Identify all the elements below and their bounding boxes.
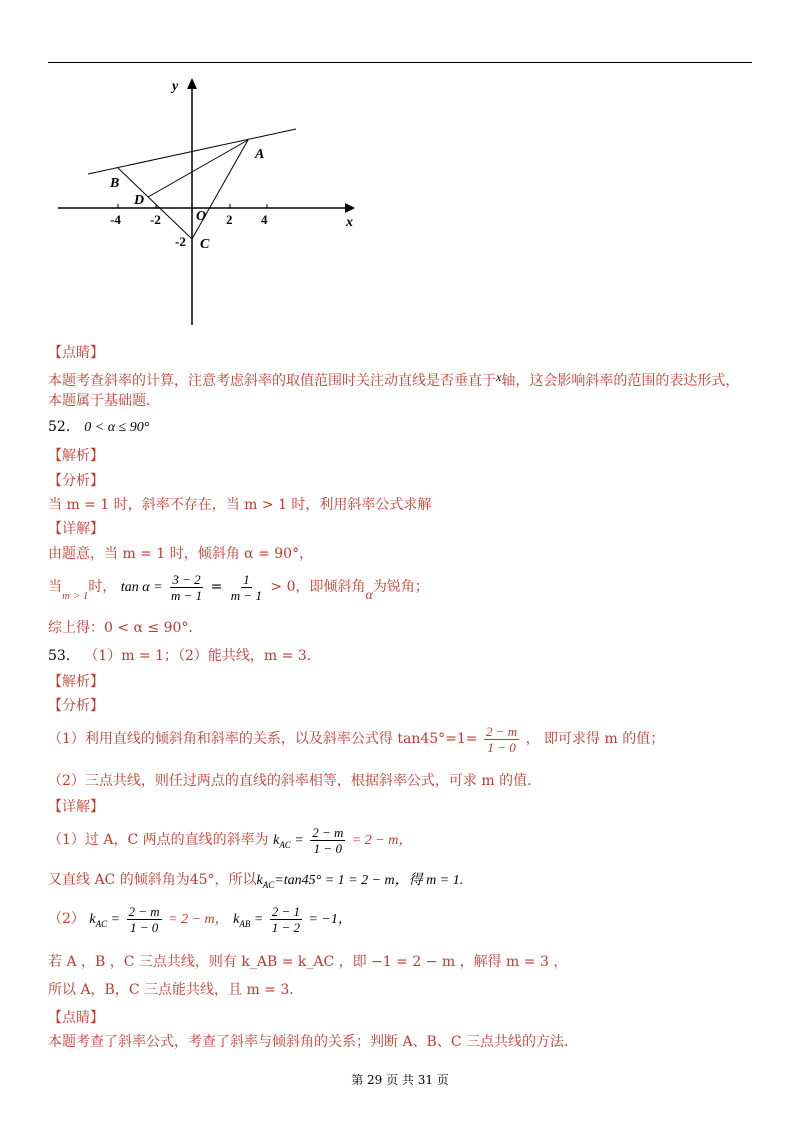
coordinate-figure xyxy=(50,72,370,332)
q53-tag-fenxi: 【分析】 xyxy=(48,698,104,714)
tick-label-4: 4 xyxy=(261,212,268,227)
fraction: $\frac{2 - m}{1 - 0}$ xyxy=(485,723,518,755)
tick-label-2: 2 xyxy=(226,212,233,227)
q52-answer-expr: 0 < α ≤ 90° xyxy=(84,420,150,435)
point-b-label: B xyxy=(110,176,120,191)
comment-51-line1: 本题考查斜率的计算，注意考虑斜率的取值范围时关注动直线是否垂直于x轴，这会影响斜率的范围的表达形式， xyxy=(48,370,740,389)
q52-detail-line2: 当$_{m > 1}$时， tan α = $\frac{3 - 2}{m - 1}$ = $\frac{1}{m - 1}$ > 0，即倾斜角α为锐角； xyxy=(48,571,429,603)
q53-comment: 本题考查了斜率公式，考查了斜率与倾斜角的关系；判断 A、B、C 三点共线的方法. xyxy=(48,1034,569,1050)
q53-detail-line4: 若 A ，B ，C 三点共线，则有 k_AB = k_AC ，即 −1 = 2 − m ，解得 m = 3 ， xyxy=(48,954,568,970)
fraction: $\frac{2 - m}{1 - 0}$ xyxy=(128,903,160,935)
tick-label-minus-2-x: -2 xyxy=(150,212,161,227)
fraction: $\frac{3 - 2}{m - 1}$ xyxy=(170,571,203,603)
q52-tag-xiangjie: 【详解】 xyxy=(48,521,104,537)
q53-tag-jiexi: 【解析】 xyxy=(48,674,104,690)
tag-comment-51: 【点睛】 xyxy=(48,345,104,361)
q53-answer-text: （1）m = 1；（2）能共线，m = 3． xyxy=(84,648,321,664)
q52-answer xyxy=(48,417,149,438)
q53-detail-line3: （2） $k_{AC}$ = $\frac{2 - m}{1 - 0}$ = 2 − m， $k_{AB}$ = $\frac{2 - 1}{1 - 2}$ = −1， xyxy=(48,903,352,935)
q52-tag-fenxi: 【分析】 xyxy=(48,473,104,489)
point-a-label: A xyxy=(255,147,265,162)
x-axis-arrow xyxy=(345,203,355,213)
q52-detail-line3: 综上得：0 < α ≤ 90°． xyxy=(48,620,203,636)
y-axis-arrow xyxy=(187,78,197,89)
q53-tag-xiangjie: 【详解】 xyxy=(48,799,104,815)
fraction: $\frac{2 - 1}{1 - 2}$ xyxy=(271,903,301,935)
point-d-label: D xyxy=(134,193,145,208)
q52-analysis: 当 m = 1 时，斜率不存在，当 m > 1 时，利用斜率公式求解 xyxy=(48,497,432,513)
q53-detail-line1: （1）过 A，C 两点的直线的斜率为 $k_{AC}$ = $\frac{2 - m}{1 - 0}$ = 2 − m， xyxy=(48,824,413,856)
q53-answer xyxy=(48,646,321,666)
tick-label-minus-2-y: -2 xyxy=(175,234,186,249)
q53-analysis-line1: （1）利用直线的倾斜角和斜率的关系，以及斜率公式得 tan45°=1= $\frac{2 - m}{1 - 0}$ ， 即可求得 m 的值； xyxy=(48,723,665,755)
header-rule xyxy=(48,62,752,63)
page-footer: 第 29 页 共 31 页 xyxy=(351,1073,449,1087)
q53-tag-dianjing: 【点睛】 xyxy=(48,1010,104,1026)
q53-detail-line2: 又直线 AC 的倾斜角为45°，所以$k_{AC}=\tan 45^\circ = 1 = 2 - m$，得 m = 1. xyxy=(48,872,464,890)
segment-c-a xyxy=(192,140,248,239)
fraction: $\frac{2 - m}{1 - 0}$ xyxy=(312,824,344,856)
q52-tag-jiexi: 【解析】 xyxy=(48,448,104,464)
point-c-label: C xyxy=(200,237,210,252)
q53-number: 53． xyxy=(48,648,80,664)
comment-51-line2: 本题属于基础题. xyxy=(48,393,151,409)
x-axis-label: x xyxy=(346,215,353,230)
tick-label-minus-4: -4 xyxy=(110,212,121,227)
q52-detail-line1: 由题意，当 m = 1 时，倾斜角 α = 90°， xyxy=(48,546,314,562)
y-axis-label: y xyxy=(172,79,179,94)
q53-detail-line5: 所以 A，B，C 三点能共线，且 m = 3. xyxy=(48,982,294,998)
q53-analysis-line2: （2）三点共线，则任过两点的直线的斜率相等，根据斜率公式，可求 m 的值. xyxy=(48,773,532,789)
fraction: $\frac{1}{m - 1}$ xyxy=(230,571,262,603)
q52-number: 52． xyxy=(48,419,80,435)
origin-label: O xyxy=(196,209,207,224)
segment-d-a xyxy=(148,140,248,197)
